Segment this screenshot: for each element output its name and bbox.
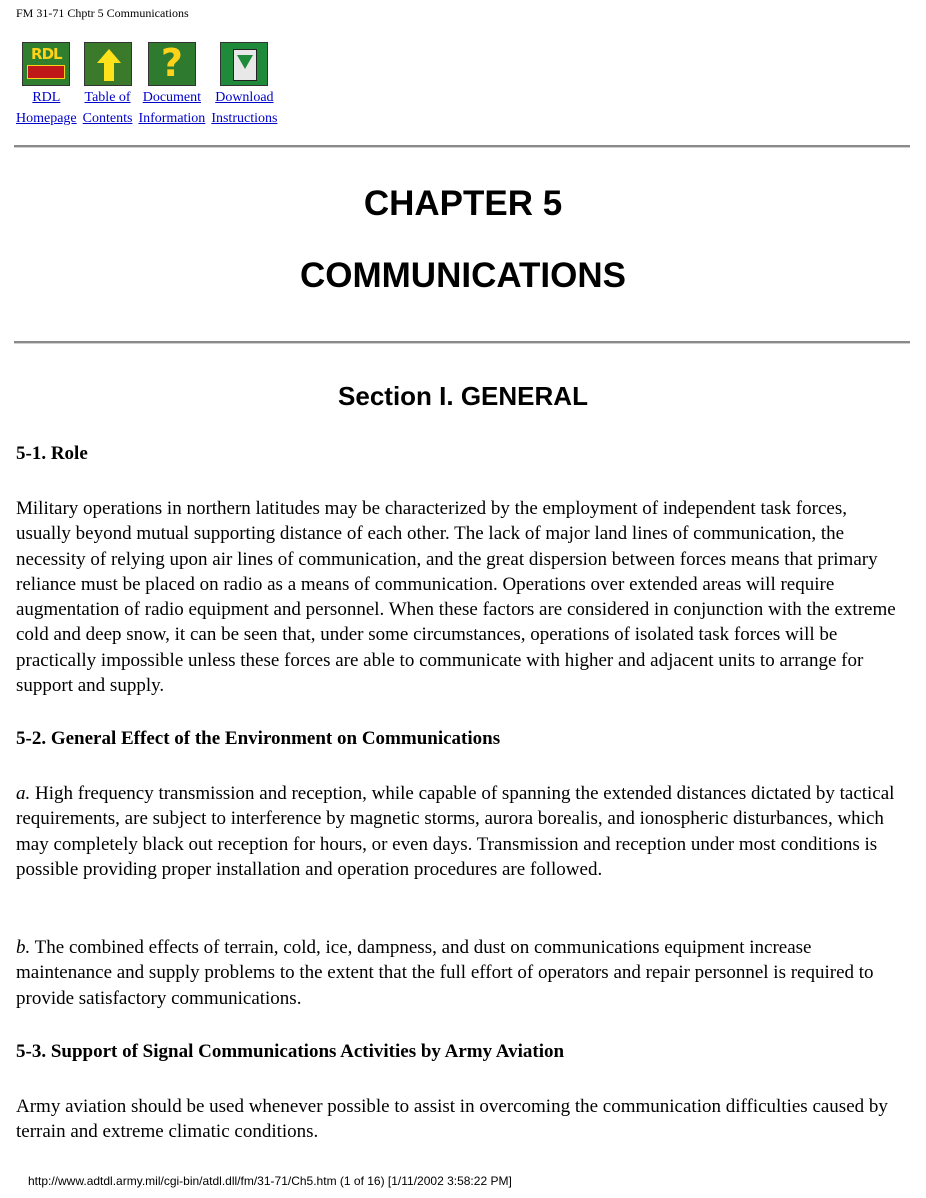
chapter-number: CHAPTER 5 [363,184,563,223]
subparagraph-label: a. [16,783,31,804]
navigation-bar [16,42,277,129]
nav-label-line2[interactable]: Information [138,111,206,126]
rdl-logo-icon[interactable]: RDL [22,42,70,86]
nav-label-line1[interactable]: RDL [32,90,61,105]
nav-label-line2[interactable]: Homepage [16,111,77,126]
paragraph-heading: 5-3. Support of Signal Communications Activities by Army Aviation [16,1041,565,1062]
nav-label-line1[interactable]: Document [142,90,202,105]
subparagraph-b [16,935,906,1011]
divider [14,341,910,344]
subparagraph-text: High frequency transmission and reception, while capable of spanning the extended distances dictated by tactical requirements, are subject to interference by magnetic storms, aurora borealis, and ionospheric disturbances, which may completely black out reception for hours, or even days. Transmission and reception under most conditions is possible providing proper installation and operation procedures are followed. [16,783,895,880]
paragraph-text: Military operations in northern latitudes may be characterized by the employment of independent task forces, usually beyond mutual supporting distance of each other. The lack of major land lines of communication, the necessity of relying upon air lines of communication, and the great dispersion between forces means that primary reliance must be placed on radio as a means of communication. Operations over extended areas will require augmentation of radio equipment and personnel. When these factors are considered in conjunction with the extreme cold and deep snow, it can be seen that, under some circumstances, operations of isolated task forces will be practically impossible unless these forces are able to communicate with higher and adjacent units to arrange for support and supply. [16,498,896,697]
nav-label-line2[interactable]: Contents [82,111,133,126]
nav-rdl-homepage[interactable] [16,42,77,129]
nav-label-line1[interactable]: Download [215,90,274,105]
up-arrow-icon[interactable] [84,42,132,86]
nav-table-of-contents[interactable] [83,42,133,129]
download-arrow-icon[interactable] [220,42,268,86]
subparagraph-text: The combined effects of terrain, cold, ice, dampness, and dust on communications equipment increase maintenance and supply problems to the extent that the full effort of operators and repair personnel is required to provide satisfactory communications. [16,937,874,1009]
nav-label-line2[interactable]: Instructions [211,111,278,126]
nav-download-instructions[interactable] [211,42,277,129]
nav-document-information[interactable] [138,42,205,129]
nav-label-line1[interactable]: Table of [84,90,131,105]
subparagraph-a [16,781,906,882]
paragraph-heading: 5-1. Role [16,443,88,464]
page-footer-url: http://www.adtdl.army.mil/cgi-bin/atdl.dll/fm/31-71/Ch5.htm (1 of 16) [1/11/2002 3:58:22 PM] [28,1174,512,1188]
paragraph-heading: 5-2. General Effect of the Environment on Communications [16,728,501,749]
paragraph-text: Army aviation should be used whenever possible to assist in overcoming the communication difficulties caused by terrain and extreme climatic conditions. [16,1096,888,1143]
divider [14,145,910,148]
page-header-title: FM 31-71 Chptr 5 Communications [16,6,189,20]
subparagraph-label: b. [16,937,31,958]
chapter-title: COMMUNICATIONS [300,256,626,295]
section-title: Section I. GENERAL [338,381,588,411]
question-mark-icon[interactable]: ? [148,42,196,86]
